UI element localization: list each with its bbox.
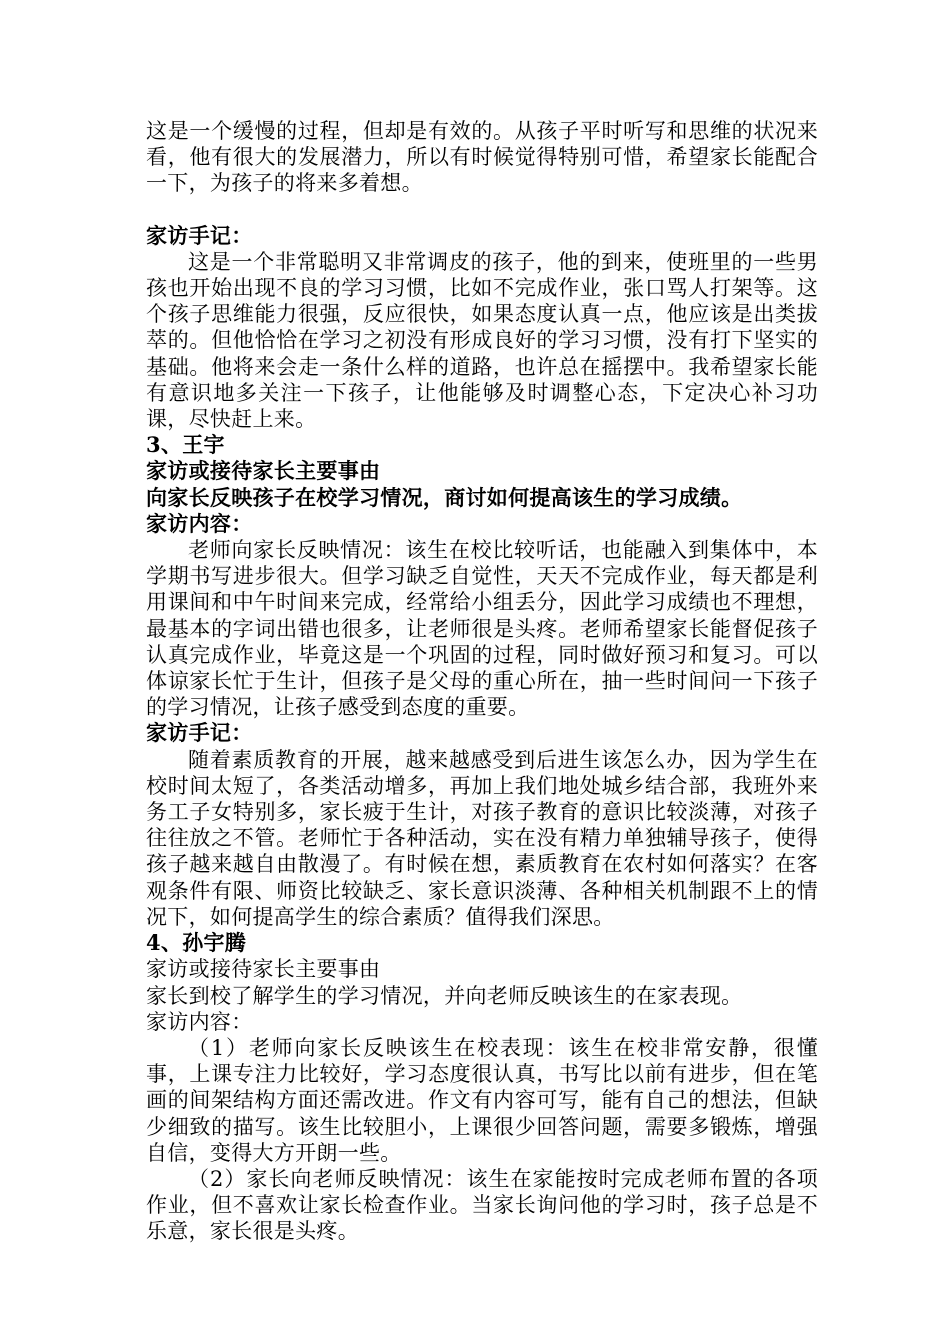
section4-title: 4、孙宇腾 [146, 930, 247, 956]
section3-content-label: 家访内容： [146, 510, 253, 536]
section3-reason-label: 家访或接待家长主要事由 [146, 458, 381, 484]
section2-notes-text: 这是一个非常聪明又非常调皮的孩子，他的到来，使班里的一些男孩也开始出现不良的学习习惯，比如不完成作业，张口骂人打架等。这个孩子思维能力很强，反应很快，如果态度认真一点，他应该是出类拔萃的。但他恰恰在学习之初没有形成良好的学习习惯，没有打下坚实的基础。他将来会走一条什么样的道路，也许总在摇摆中。我希望家长能有意识地多关注一下孩子，让他能够及时调整心态，下定决心补习功课，尽快赶上来。 [146, 249, 818, 432]
section4-item-2: （2）家长向老师反映情况：该生在家能按时完成老师布置的各项作业，但不喜欢让家长检查作业。当家长询问他的学习时，孩子总是不乐意，家长很是头疼。 [146, 1166, 818, 1244]
intro-paragraph: 这是一个缓慢的过程，但却是有效的。从孩子平时听写和思维的状况来看，他有很大的发展潜力，所以有时候觉得特别可惜，希望家长能配合一下，为孩子的将来多着想。 [146, 119, 818, 196]
section4-item-1: （1）老师向家长反映该生在校表现：该生在校非常安静，很懂事，上课专注力比较好，学习态度很认真，书写比以前有进步，但在笔画的间架结构方面还需改进。作文有内容可写，能有自己的想法，但缺少细致的描写。该生比较胆小，上课很少回答问题，需要多锻炼，增强自信，变得大方开朗一些。 [146, 1035, 818, 1165]
section3-title: 3、王宇 [146, 432, 225, 458]
section4-reason-label: 家访或接待家长主要事由 [146, 957, 381, 982]
section4-content-label: 家访内容： [146, 1009, 253, 1034]
section3-notes-heading: 家访手记： [146, 720, 253, 746]
section3-notes-text: 随着素质教育的开展，越来越感受到后进生该怎么办，因为学生在校时间太短了，各类活动增多，再加上我们地处城乡结合部，我班外来务工子女特别多，家长疲于生计，对孩子教育的意识比较淡薄，对孩子往往放之不管。老师忙于各种活动，实在没有精力单独辅导孩子，使得孩子越来越自由散漫了。有时候在想，素质教育在农村如何落实？在客观条件有限、师资比较缺乏、家长意识淡薄、各种相关机制跟不上的情况下，如何提高学生的综合素质？值得我们深思。 [146, 747, 818, 929]
section2-notes-heading: 家访手记： [146, 222, 253, 248]
paragraph-gap [146, 197, 818, 223]
section3-content-text: 老师向家长反映情况：该生在校比较听话，也能融入到集体中，本学期书写进步很大。但学习缺乏自觉性，天天不完成作业，每天都是利用课间和中午时间来完成，经常给小组丢分，因此学习成绩也不理想，最基本的字词出错也很多，让老师很是头疼。老师希望家长能督促孩子认真完成作业，毕竟这是一个巩固的过程，同时做好预习和复习。可以体谅家长忙于生计，但孩子是父母的重心所在，抽一些时间问一下孩子的学习情况，让孩子感受到态度的重要。 [146, 538, 818, 720]
section3-reason-text: 向家长反映孩子在校学习情况，商讨如何提高该生的学习成绩。 [146, 484, 743, 510]
section4-reason-text: 家长到校了解学生的学习情况，并向老师反映该生的在家表现。 [146, 983, 743, 1008]
document-page [146, 118, 818, 1245]
